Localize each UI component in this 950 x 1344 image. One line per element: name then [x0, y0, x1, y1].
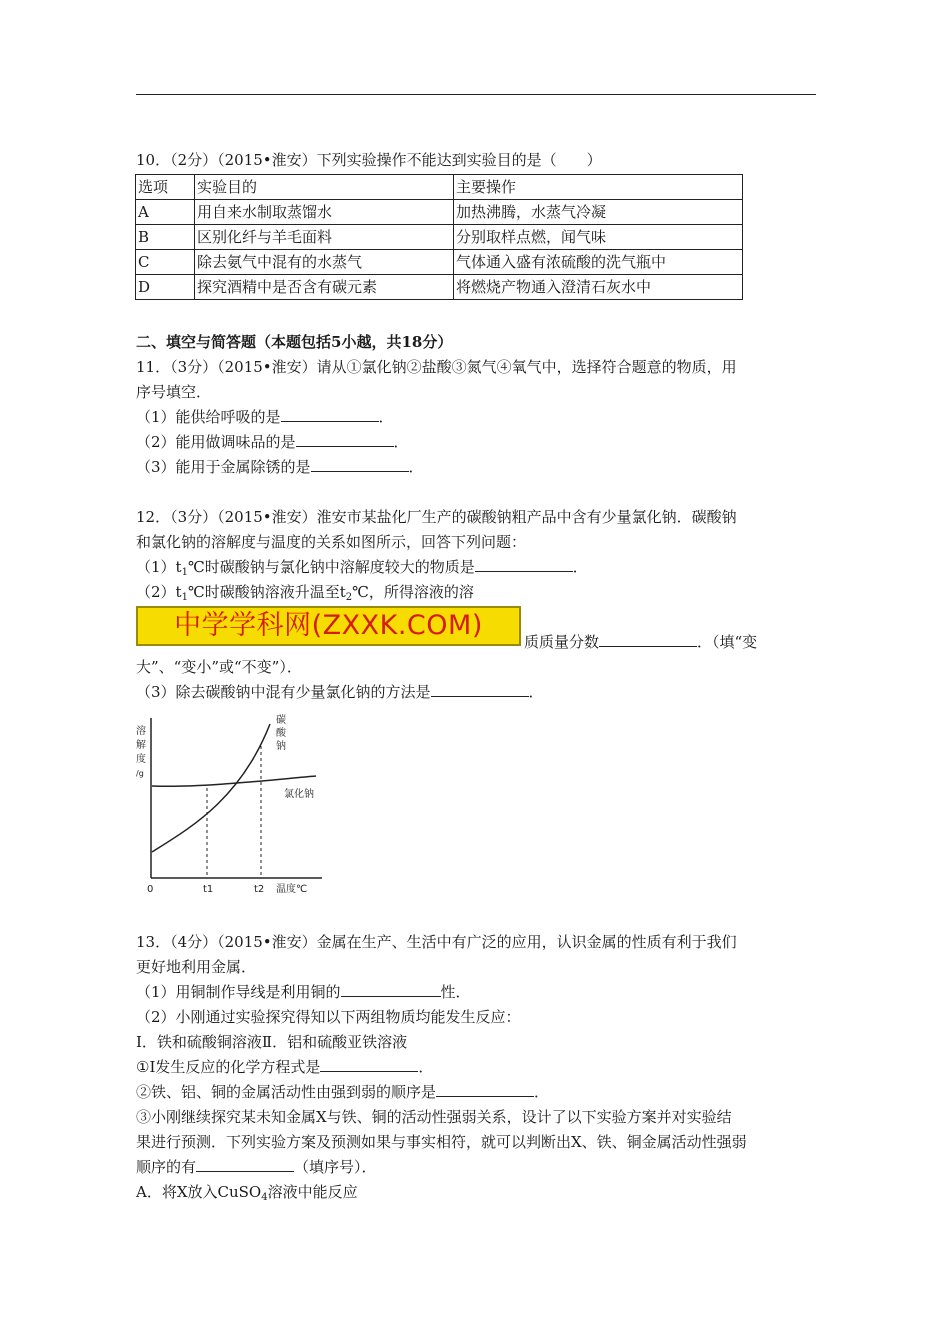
watermark-banner: 中学学科网(ZXXK.COM)	[136, 606, 521, 646]
q13-sub2-text: ②铁、铝、铜的金属活动性由强到弱的顺序是	[136, 1083, 437, 1101]
answer-blank[interactable]	[599, 632, 697, 647]
q11-part3-text: （3）能用于金属除锈的是	[136, 458, 311, 476]
q12-stem-line2: 和氯化钠的溶解度与温度的关系如图所示，回答下列问题：	[136, 533, 527, 551]
q13-sub3-line3	[136, 1157, 377, 1177]
answer-blank[interactable]	[320, 1057, 418, 1072]
q13-sub1-text: ①I发生反应的化学方程式是	[136, 1058, 321, 1076]
subscript: 4	[261, 1192, 268, 1203]
answer-blank[interactable]	[341, 982, 441, 997]
option-text: A．将X放入CuSO	[136, 1183, 262, 1201]
table-header-cell: 选项	[136, 175, 195, 200]
answer-blank[interactable]	[475, 557, 573, 572]
q12-part3	[136, 682, 544, 702]
table-cell: 探究酒精中是否含有碳元素	[195, 275, 454, 300]
q12-stem-line1: 12．（3分）（2015•淮安）淮安市某盐化厂生产的碳酸钠粗产品中含有少量氯化钠．碳酸钠	[136, 508, 737, 526]
q12-part2-text: ．（填“变	[697, 633, 758, 651]
q13-sub2	[136, 1082, 549, 1102]
q13-part2-groups: I．铁和硫酸铜溶液Ⅱ．铝和硫酸亚铁溶液	[136, 1033, 408, 1051]
q12-part1-text: ℃时碳酸钠与氯化钠中溶解度较大的物质是	[187, 558, 475, 576]
solubility-graph	[130, 710, 330, 900]
x-axis-label: 温度℃	[276, 884, 308, 895]
q13-part1-text: （1）用铜制作导线是利用铜的	[136, 983, 341, 1001]
table-cell: D	[136, 275, 195, 300]
period: ．	[378, 408, 394, 426]
answer-blank[interactable]	[311, 457, 409, 472]
table-header-cell: 主要操作	[454, 175, 743, 200]
table-cell: B	[136, 225, 195, 250]
table-cell: 除去氨气中混有的水蒸气	[195, 250, 454, 275]
q11-part1-text: （1）能供给呼吸的是	[136, 408, 281, 426]
na2co3-label-char: 酸	[276, 728, 286, 739]
t2-label: t2	[254, 884, 265, 895]
q13-sub3-text: 顺序的有	[136, 1158, 197, 1176]
y-label-char: 度	[136, 754, 146, 765]
table-cell: 用自来水制取蒸馏水	[195, 200, 454, 225]
q12-part2-cont	[524, 632, 757, 652]
y-label-char: /g	[136, 769, 144, 778]
table-cell: C	[136, 250, 195, 275]
q11-part2	[136, 432, 409, 452]
q13-sub3-end: （填序号）．	[294, 1158, 377, 1176]
table-cell: A	[136, 200, 195, 225]
section-title: 二、填空与简答题（本题包括5小越，共18分）	[136, 333, 453, 351]
table-cell: 气体通入盛有浓硫酸的洗气瓶中	[454, 250, 743, 275]
option-text: 溶液中能反应	[267, 1183, 358, 1201]
subscript: 1	[181, 567, 188, 578]
q11-part3	[136, 457, 424, 477]
q13-part2: （2）小刚通过实验探究得知以下两组物质均能发生反应：	[136, 1008, 521, 1026]
table-row	[136, 225, 743, 250]
q12-part2	[136, 582, 474, 608]
q12-part3-text: （3）除去碳酸钠中混有少量氯化钠的方法是	[136, 683, 431, 701]
q13-option-a	[136, 1182, 358, 1208]
q10-table	[135, 174, 743, 300]
period: ．	[572, 558, 588, 576]
period: ．	[528, 683, 544, 701]
q13-stem-line1: 13．（4分）（2015•淮安）金属在生产、生活中有广泛的应用，认识金属的性质有利于我们	[136, 933, 737, 951]
q13-part1	[136, 982, 471, 1002]
nacl-curve	[152, 776, 316, 786]
q13-sub3-line1: ③小刚继续探究某未知金属X与铁、铜的活动性强弱关系，设计了以下实验方案并对实验结	[136, 1108, 732, 1126]
q13-stem-line2: 更好地利用金属．	[136, 958, 257, 976]
q12-part1-text: （1）t	[136, 558, 182, 576]
t1-label: t1	[203, 884, 214, 895]
period: ．	[393, 433, 409, 451]
table-row	[136, 200, 743, 225]
q10-stem: 10．（2分）（2015•淮安）下列实验操作不能达到实验目的是（ ）	[136, 151, 602, 169]
na2co3-curve	[152, 724, 270, 852]
q11-part1	[136, 407, 394, 427]
q11-stem-line2: 序号填空．	[136, 383, 212, 401]
q11-stem-line1: 11．（3分）（2015•淮安）请从①氯化钠②盐酸③氮气④氧气中，选择符合题意的物质，用	[136, 358, 737, 376]
q13-sub1	[136, 1057, 433, 1077]
answer-blank[interactable]	[196, 1157, 294, 1172]
table-cell: 分别取样点燃，闻气味	[454, 225, 743, 250]
table-cell: 区别化纤与羊毛面料	[195, 225, 454, 250]
q12-part2-text: ℃，所得溶液的溶	[352, 583, 474, 601]
table-cell: 将燃烧产物通入澄清石灰水中	[454, 275, 743, 300]
q13-sub3-line2: 果进行预测．下列实验方案及预测如果与事实相符，就可以判断出X、铁、铜金属活动性强弱	[136, 1133, 747, 1151]
header-rule	[136, 94, 816, 95]
y-label-char: 解	[136, 740, 146, 751]
answer-blank[interactable]	[281, 407, 379, 422]
q12-part2-text: ℃时碳酸钠溶液升温至t	[187, 583, 346, 601]
subscript: 1	[181, 592, 188, 603]
q12-part1	[136, 557, 588, 583]
y-label-char: 溶	[136, 726, 146, 737]
table-row	[136, 275, 743, 300]
period: ．	[534, 1083, 550, 1101]
q12-part2-text: 质质量分数	[524, 633, 600, 651]
answer-blank[interactable]	[431, 682, 529, 697]
q12-part2-end: 大”、“变小”或“不变”）．	[136, 658, 302, 676]
na2co3-label-char: 碳	[276, 715, 286, 726]
na2co3-label-char: 钠	[276, 741, 286, 752]
period: ．	[418, 1058, 434, 1076]
subscript: 2	[345, 592, 353, 603]
q13-part1-end: 性．	[440, 983, 471, 1001]
answer-blank[interactable]	[436, 1082, 534, 1097]
table-header-cell: 实验目的	[195, 175, 454, 200]
q11-part2-text: （2）能用做调味品的是	[136, 433, 296, 451]
period: ．	[408, 458, 424, 476]
origin-label: 0	[147, 884, 154, 895]
table-header-row	[136, 175, 743, 200]
table-cell: 加热沸腾，水蒸气冷凝	[454, 200, 743, 225]
answer-blank[interactable]	[296, 432, 394, 447]
table-row	[136, 250, 743, 275]
nacl-label: 氯化钠	[284, 789, 314, 800]
q12-part2-text: （2）t	[136, 583, 182, 601]
